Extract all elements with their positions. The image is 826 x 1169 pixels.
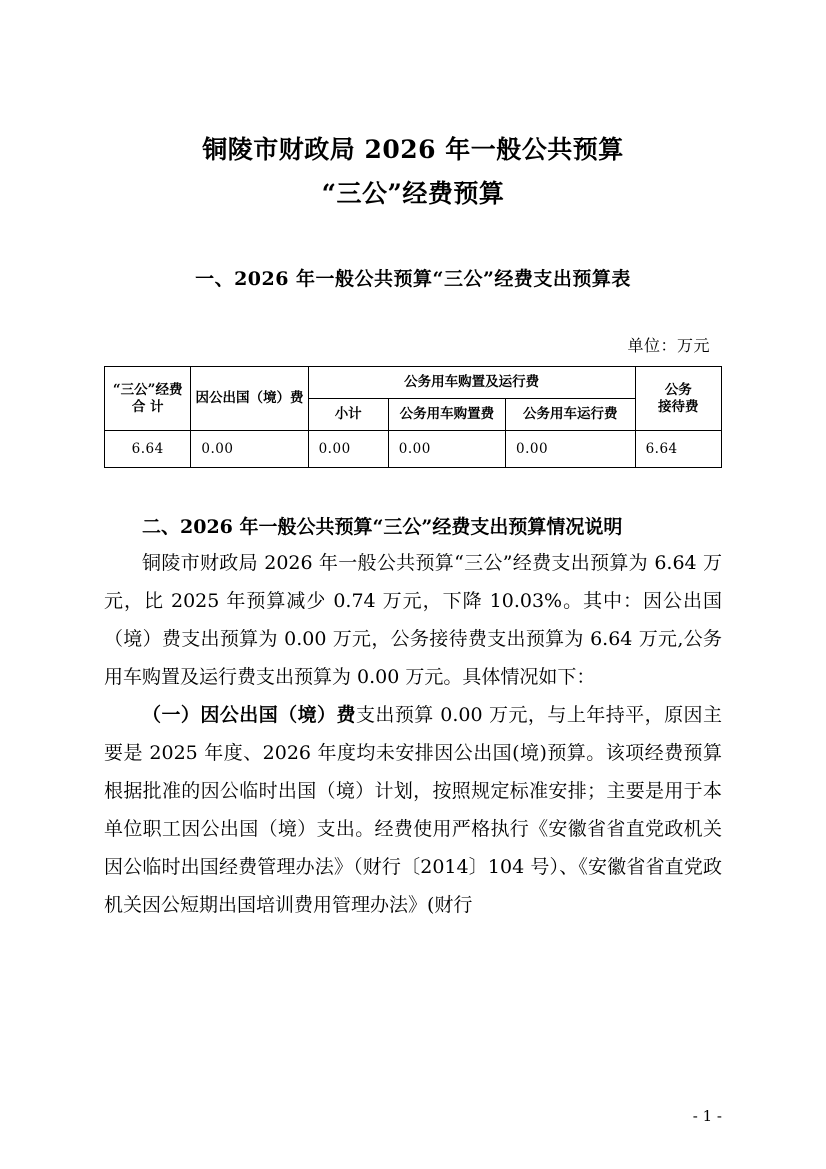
cell-vehicle-operation: 0.00 <box>506 431 636 468</box>
paragraph-abroad-expense-label: （一）因公出国（境）费 <box>142 704 356 726</box>
page-number: - 1 - <box>692 1107 722 1125</box>
paragraph-abroad-expense-text: 支出预算 0.00 万元，与上年持平，原因主要是 2025 年度、2026 年度均未安排因公出国(境)预算。该项经费预算根据批准的因公临时出国（境）计划，按照规定标准安排；主要是用于本单位职工因公出国（境）支出。经费使用严格执行《安徽省省直党政机关因公临时出国经费管理办法》（财行〔2014〕104 号）、《安徽省省直党政机关因公短期出国培训费用管理办法》(财行 <box>104 704 722 916</box>
table-row <box>105 431 722 468</box>
header-abroad: 因公出国（境）费 <box>191 367 308 431</box>
section-1-heading: 一、2026 年一般公共预算“三公”经费支出预算表 <box>195 268 631 290</box>
cell-vehicle-purchase: 0.00 <box>388 431 505 468</box>
header-vehicle-subtotal: 小计 <box>308 399 388 431</box>
header-total: “三公”经费 合 计 <box>105 367 191 431</box>
section-2-heading: 二、2026 年一般公共预算“三公”经费支出预算情况说明 <box>142 516 623 538</box>
cell-reception: 6.64 <box>635 431 721 468</box>
table-unit-label: 单位：万元 <box>627 336 710 355</box>
cell-vehicle-subtotal: 0.00 <box>308 431 388 468</box>
budget-table <box>104 366 722 468</box>
header-vehicle-group: 公务用车购置及运行费 <box>308 367 635 399</box>
header-vehicle-purchase: 公务用车购置费 <box>388 399 505 431</box>
paragraph-abroad-expense <box>104 696 722 924</box>
header-vehicle-operation: 公务用车运行费 <box>506 399 636 431</box>
header-reception: 公务 接待费 <box>635 367 721 431</box>
paragraph-overview: 铜陵市财政局 2026 年一般公共预算“三公”经费支出预算为 6.64 万元，比 2025 年预算减少 0.74 万元，下降 10.03%。其中：因公出国（境）费支出预算为 0.00 万元，公务接待费支出预算为 6.64 万元,公务用车购置及运行费支出预算为 0.00 万元。具体情况如下： <box>104 552 722 688</box>
cell-total: 6.64 <box>105 431 191 468</box>
document-title-line-2: “三公”经费预算 <box>321 179 505 208</box>
document-title-line-1: 铜陵市财政局 2026 年一般公共预算 <box>202 135 624 164</box>
document-title <box>104 128 722 216</box>
table-header-row-1 <box>105 367 722 399</box>
cell-abroad: 0.00 <box>191 431 308 468</box>
